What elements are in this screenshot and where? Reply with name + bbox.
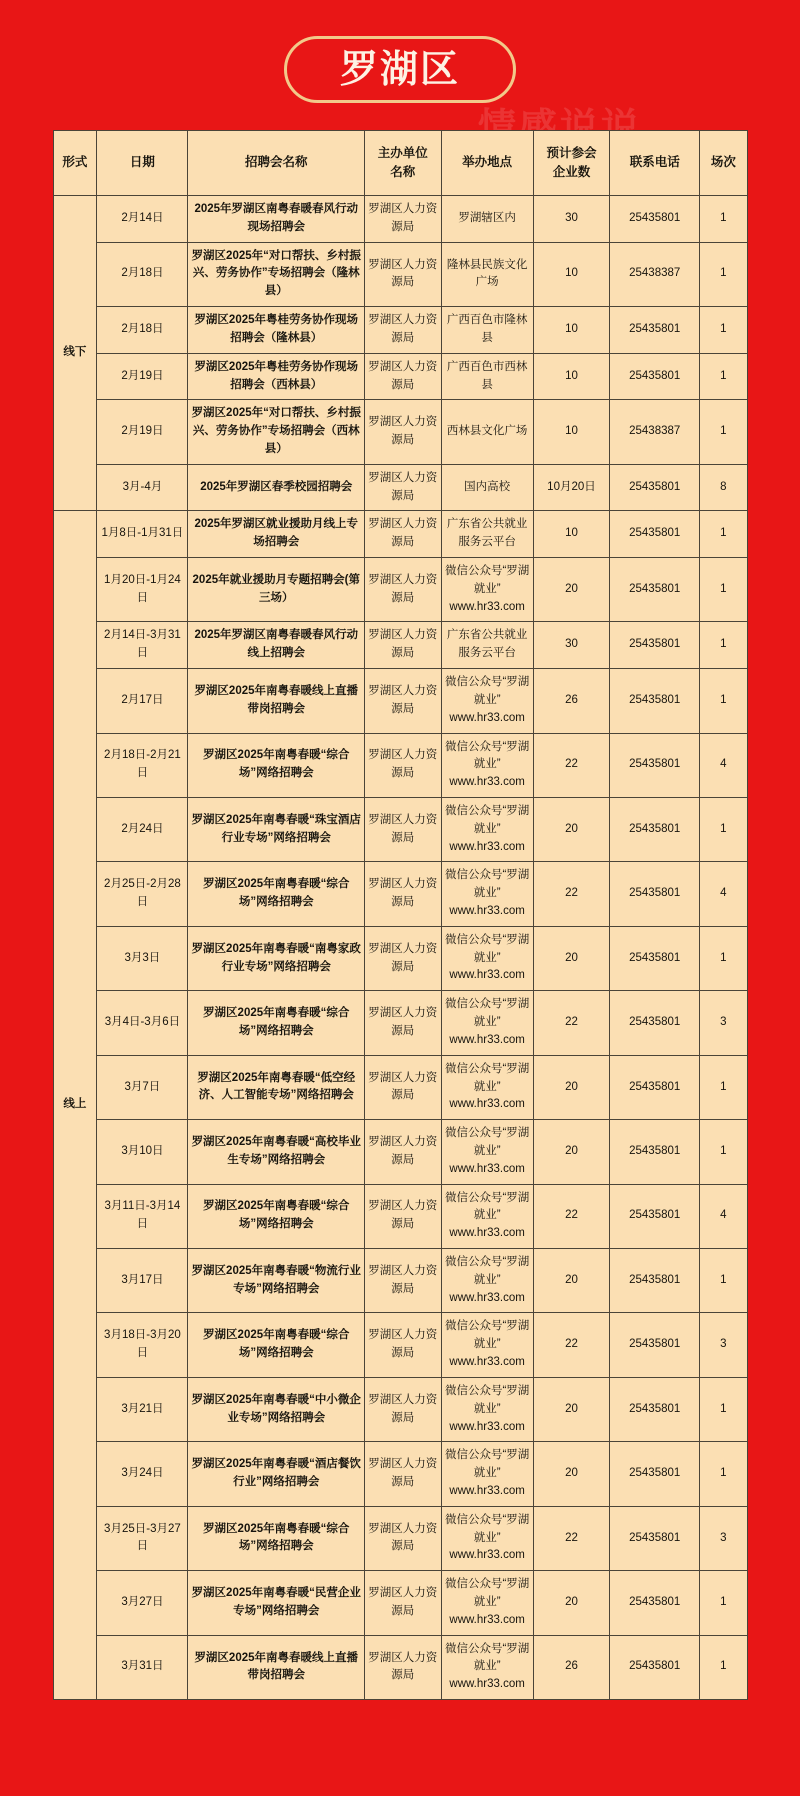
cell-line: 罗湖区2025年南粤春暖“高校毕业生专场”网络招聘会 (191, 1136, 361, 1166)
column-header-date: 日期 (97, 131, 188, 196)
cell-organizer: 罗湖区人力资源局 (365, 1313, 441, 1377)
cell-sessions: 1 (700, 242, 747, 306)
schedule-table-container (53, 130, 748, 1722)
table-header-row (53, 131, 747, 196)
cell-line: www.hr33.com (449, 711, 525, 724)
column-header-company-count (533, 131, 609, 196)
cell-line: www.hr33.com (449, 1098, 525, 1111)
cell-line: 微信公众号“罗湖就业” (444, 1578, 530, 1608)
cell-line: www.hr33.com (449, 905, 525, 917)
cell-date: 2月18日-2月21日 (97, 733, 188, 797)
cell-line: 微信公众号“罗湖就业” (444, 1642, 530, 1673)
cell-fair-name (188, 242, 365, 306)
cell-fair-name (188, 1442, 365, 1506)
cell-sessions: 1 (700, 797, 747, 861)
table-row (53, 862, 747, 926)
cell-line: www.hr33.com (449, 1549, 525, 1562)
table-row (53, 1506, 747, 1570)
column-header-mode: 形式 (53, 131, 97, 196)
cell-venue (441, 353, 533, 400)
column-header-organizer-line2: 名称 (390, 165, 416, 179)
cell-line: www.hr33.com (449, 1356, 525, 1369)
cell-phone: 25435801 (610, 196, 700, 243)
cell-sessions: 1 (700, 622, 747, 669)
table-row (53, 669, 747, 733)
cell-sessions: 4 (700, 862, 747, 926)
table-row (53, 307, 747, 354)
cell-line: 微信公众号“罗湖就业” (444, 1513, 530, 1544)
cell-phone: 25435801 (610, 797, 700, 861)
cell-sessions: 1 (700, 1055, 747, 1119)
cell-line: 微信公众号“罗湖就业” (444, 933, 530, 964)
cell-sessions: 1 (700, 558, 747, 622)
cell-line: www.hr33.com (449, 1033, 525, 1046)
cell-fair-name (188, 353, 365, 400)
cell-line: 罗湖区2025年“对口帮扶、乡村振兴、劳务协作”专场招聘会（隆林县） (191, 249, 361, 298)
cell-line: 罗湖区2025年粤桂劳务协作现场招聘会（西林县） (194, 360, 359, 391)
cell-fair-name (188, 1184, 365, 1248)
table-row (53, 1249, 747, 1313)
cell-date: 3月4日-3月6日 (97, 991, 188, 1055)
page-title: 罗湖区 (339, 48, 460, 91)
cell-sessions: 8 (700, 464, 747, 511)
cell-company-count: 20 (533, 1055, 609, 1119)
cell-fair-name (188, 558, 365, 622)
cell-fair-name (188, 862, 365, 926)
cell-venue (441, 862, 533, 926)
cell-line: 国内高校 (464, 480, 511, 493)
cell-date: 1月20日-1月24日 (97, 558, 188, 622)
column-header-organizer-line1: 主办单位 (377, 145, 428, 160)
cell-venue (441, 1055, 533, 1119)
cell-sessions: 3 (700, 1506, 747, 1570)
cell-line: www.hr33.com (449, 776, 525, 789)
cell-date: 3月27日 (97, 1571, 188, 1635)
cell-line: 微信公众号“罗湖就业” (444, 869, 530, 900)
table-body (53, 196, 747, 1700)
cell-company-count: 22 (533, 991, 609, 1055)
cell-company-count: 10 (533, 242, 609, 306)
cell-sessions: 1 (700, 511, 747, 558)
cell-venue (441, 669, 533, 733)
cell-organizer: 罗湖区人力资源局 (365, 1055, 441, 1119)
cell-sessions: 1 (700, 1442, 747, 1506)
cell-sessions: 1 (700, 669, 747, 733)
cell-company-count: 20 (533, 1571, 609, 1635)
cell-organizer: 罗湖区人力资源局 (365, 242, 441, 306)
table-header (53, 131, 747, 196)
cell-venue (441, 511, 533, 558)
cell-phone: 25435801 (610, 511, 700, 558)
cell-phone: 25435801 (610, 1184, 700, 1248)
cell-company-count: 26 (533, 1635, 609, 1699)
cell-organizer: 罗湖区人力资源局 (365, 797, 441, 861)
cell-phone: 25435801 (610, 733, 700, 797)
cell-venue (441, 1506, 533, 1570)
cell-venue (441, 991, 533, 1055)
cell-fair-name (188, 1377, 365, 1441)
cell-organizer: 罗湖区人力资源局 (365, 1377, 441, 1441)
cell-line: 罗湖区2025年南粤春暖“民营企业专场”网络招聘会 (191, 1587, 361, 1617)
cell-line: www.hr33.com (449, 840, 525, 853)
cell-sessions: 4 (700, 1184, 747, 1248)
cell-sessions: 1 (700, 307, 747, 354)
cell-phone: 25438387 (610, 242, 700, 306)
cell-phone: 25435801 (610, 1571, 700, 1635)
cell-date: 3月17日 (97, 1249, 188, 1313)
cell-phone: 25435801 (610, 1120, 700, 1184)
cell-organizer: 罗湖区人力资源局 (365, 1442, 441, 1506)
cell-date: 2月17日 (97, 669, 188, 733)
column-header-name: 招聘会名称 (188, 131, 365, 196)
cell-line: 罗湖区2025年南粤春暖“物流行业专场”网络招聘会 (191, 1264, 361, 1295)
cell-date: 2月18日 (97, 307, 188, 354)
cell-date: 3月31日 (97, 1635, 188, 1699)
cell-phone: 25435801 (610, 622, 700, 669)
cell-phone: 25435801 (610, 1313, 700, 1377)
cell-date: 3月7日 (97, 1055, 188, 1119)
table-row (53, 1184, 747, 1248)
cell-organizer: 罗湖区人力资源局 (365, 1635, 441, 1699)
cell-date: 3月21日 (97, 1377, 188, 1441)
cell-venue (441, 1184, 533, 1248)
cell-line: 微信公众号“罗湖就业” (444, 998, 530, 1029)
column-header-sessions: 场次 (700, 131, 747, 196)
cell-company-count: 22 (533, 862, 609, 926)
table-row (53, 1442, 747, 1506)
table-row (53, 733, 747, 797)
table-row (53, 353, 747, 400)
cell-line: www.hr33.com (449, 1613, 525, 1626)
cell-sessions: 4 (700, 733, 747, 797)
cell-organizer: 罗湖区人力资源局 (365, 733, 441, 797)
cell-fair-name (188, 1506, 365, 1570)
cell-line: 罗湖区2025年南粤春暖线上直播带岗招聘会 (194, 684, 359, 715)
column-header-venue: 举办地点 (441, 131, 533, 196)
cell-organizer: 罗湖区人力资源局 (365, 669, 441, 733)
cell-fair-name (188, 1120, 365, 1184)
cell-line: www.hr33.com (449, 969, 525, 982)
cell-organizer: 罗湖区人力资源局 (365, 1184, 441, 1248)
cell-fair-name (188, 196, 365, 243)
cell-venue (441, 196, 533, 243)
cell-company-count: 20 (533, 1249, 609, 1313)
cell-organizer: 罗湖区人力资源局 (365, 511, 441, 558)
cell-line: www.hr33.com (449, 1162, 525, 1175)
cell-date: 2月14日 (97, 196, 188, 243)
district-title-badge (284, 36, 516, 103)
cell-company-count: 22 (533, 1506, 609, 1570)
cell-fair-name (188, 797, 365, 861)
cell-line: www.hr33.com (449, 1291, 525, 1304)
cell-date: 3月-4月 (97, 464, 188, 511)
cell-date: 3月11日-3月14日 (97, 1184, 188, 1248)
cell-line: 微信公众号“罗湖就业” (444, 1320, 530, 1351)
cell-date: 2月14日-3月31日 (97, 622, 188, 669)
table-row (53, 622, 747, 669)
cell-organizer: 罗湖区人力资源局 (365, 1120, 441, 1184)
cell-venue (441, 733, 533, 797)
cell-fair-name (188, 1249, 365, 1313)
cell-line: 广东省公共就业服务云平台 (446, 629, 528, 660)
cell-company-count: 20 (533, 797, 609, 861)
table-row (53, 1377, 747, 1441)
cell-company-count: 10 (533, 307, 609, 354)
cell-line: www.hr33.com (449, 1484, 525, 1497)
table-row (53, 558, 747, 622)
cell-organizer: 罗湖区人力资源局 (365, 1249, 441, 1313)
cell-company-count: 20 (533, 558, 609, 622)
cell-line: www.hr33.com (449, 600, 525, 613)
cell-fair-name (188, 669, 365, 733)
cell-fair-name (188, 464, 365, 511)
cell-line: 微信公众号“罗湖就业” (444, 1191, 530, 1222)
cell-sessions: 1 (700, 926, 747, 990)
cell-organizer: 罗湖区人力资源局 (365, 622, 441, 669)
cell-sessions: 1 (700, 400, 747, 464)
cell-phone: 25435801 (610, 1635, 700, 1699)
cell-phone: 25435801 (610, 926, 700, 990)
cell-fair-name (188, 926, 365, 990)
cell-sessions: 1 (700, 196, 747, 243)
cell-line: 罗湖区2025年南粤春暖“综合场”网络招聘会 (203, 749, 350, 780)
cell-phone: 25435801 (610, 353, 700, 400)
cell-company-count: 20 (533, 1120, 609, 1184)
cell-organizer: 罗湖区人力资源局 (365, 1571, 441, 1635)
cell-fair-name (188, 400, 365, 464)
cell-date: 3月25日-3月27日 (97, 1506, 188, 1570)
cell-organizer: 罗湖区人力资源局 (365, 1506, 441, 1570)
cell-venue (441, 1377, 533, 1441)
cell-line: 2025年罗湖区就业援助月线上专场招聘会 (194, 518, 359, 549)
cell-company-count: 22 (533, 1184, 609, 1248)
cell-date: 2月18日 (97, 242, 188, 306)
table-row (53, 1055, 747, 1119)
cell-venue (441, 797, 533, 861)
cell-company-count: 10 (533, 511, 609, 558)
cell-sessions: 3 (700, 1313, 747, 1377)
cell-organizer: 罗湖区人力资源局 (365, 464, 441, 511)
cell-venue (441, 558, 533, 622)
cell-company-count: 20 (533, 1442, 609, 1506)
cell-organizer: 罗湖区人力资源局 (365, 196, 441, 243)
cell-line: 2025年就业援助月专题招聘会(第三场） (192, 573, 360, 604)
cell-organizer: 罗湖区人力资源局 (365, 307, 441, 354)
cell-line: 罗湖区2025年南粤春暖“综合场”网络招聘会 (203, 1522, 350, 1553)
cell-phone: 25435801 (610, 1055, 700, 1119)
cell-line: 罗湖区2025年南粤春暖“中小微企业专场”网络招聘会 (191, 1393, 361, 1424)
cell-line: 微信公众号“罗湖就业” (444, 1449, 530, 1480)
job-fair-schedule-table (53, 130, 748, 1700)
cell-line: 罗湖区2025年南粤春暖“珠宝酒店行业专场”网络招聘会 (191, 813, 361, 844)
cell-sessions: 1 (700, 1635, 747, 1699)
cell-sessions: 1 (700, 1249, 747, 1313)
cell-phone: 25435801 (610, 1249, 700, 1313)
cell-venue (441, 1120, 533, 1184)
cell-venue (441, 1249, 533, 1313)
cell-date: 3月10日 (97, 1120, 188, 1184)
cell-venue (441, 1313, 533, 1377)
cell-venue (441, 926, 533, 990)
cell-line: 广西百色市西林县 (446, 360, 528, 391)
cell-line: www.hr33.com (449, 1227, 525, 1240)
cell-date: 2月24日 (97, 797, 188, 861)
cell-sessions: 1 (700, 353, 747, 400)
cell-organizer: 罗湖区人力资源局 (365, 400, 441, 464)
cell-line: 隆林县民族文化广场 (446, 258, 528, 289)
cell-venue (441, 242, 533, 306)
cell-company-count: 20 (533, 1377, 609, 1441)
cell-line: 微信公众号“罗湖就业” (444, 565, 530, 595)
cell-phone: 25435801 (610, 991, 700, 1055)
cell-phone: 25435801 (610, 1506, 700, 1570)
cell-sessions: 1 (700, 1120, 747, 1184)
cell-date: 2月19日 (97, 400, 188, 464)
cell-line: 罗湖区2025年南粤春暖“综合场”网络招聘会 (203, 1329, 350, 1360)
cell-line: 微信公众号“罗湖就业” (444, 740, 530, 771)
cell-line: 2025年罗湖区南粤春暖春风行动线上招聘会 (194, 629, 359, 660)
cell-organizer: 罗湖区人力资源局 (365, 991, 441, 1055)
cell-line: 罗湖辖区内 (458, 211, 516, 224)
cell-sessions: 1 (700, 1377, 747, 1441)
cell-line: 微信公众号“罗湖就业” (444, 676, 530, 706)
cell-venue (441, 307, 533, 354)
table-row (53, 991, 747, 1055)
table-row (53, 1635, 747, 1699)
cell-line: 微信公众号“罗湖就业” (444, 804, 530, 835)
cell-company-count: 10月20日 (533, 464, 609, 511)
cell-line: 罗湖区2025年“对口帮扶、乡村振兴、劳务协作”专场招聘会（西林县） (191, 407, 361, 455)
cell-line: 广东省公共就业服务云平台 (446, 518, 528, 549)
cell-line: 罗湖区2025年粤桂劳务协作现场招聘会（隆林县） (194, 314, 359, 344)
table-row (53, 464, 747, 511)
cell-fair-name (188, 1055, 365, 1119)
table-row (53, 400, 747, 464)
table-row (53, 926, 747, 990)
cell-company-count: 20 (533, 926, 609, 990)
table-row (53, 1571, 747, 1635)
cell-company-count: 26 (533, 669, 609, 733)
column-header-phone: 联系电话 (610, 131, 700, 196)
watermark-text: 情感说说 (478, 107, 643, 149)
cell-line: 微信公众号“罗湖就业” (444, 1062, 530, 1093)
cell-date: 3月18日-3月20日 (97, 1313, 188, 1377)
cell-company-count: 10 (533, 400, 609, 464)
table-row (53, 196, 747, 243)
mode-label-cell: 线下 (53, 196, 97, 511)
cell-line: 罗湖区2025年南粤春暖“综合场”网络招聘会 (203, 1200, 350, 1231)
cell-line: www.hr33.com (449, 1678, 525, 1691)
cell-venue (441, 622, 533, 669)
cell-line: 罗湖区2025年南粤春暖“低空经济、人工智能专场”网络招聘会 (197, 1071, 356, 1102)
column-header-company-count-line2: 企业数 (552, 165, 591, 179)
cell-venue (441, 400, 533, 464)
column-header-organizer (365, 131, 441, 196)
cell-company-count: 22 (533, 733, 609, 797)
cell-phone: 25435801 (610, 558, 700, 622)
cell-company-count: 30 (533, 196, 609, 243)
page-header (0, 0, 800, 149)
cell-fair-name (188, 307, 365, 354)
table-row (53, 797, 747, 861)
cell-phone: 25435801 (610, 1442, 700, 1506)
cell-fair-name (188, 1313, 365, 1377)
cell-line: 微信公众号“罗湖就业” (444, 1256, 530, 1286)
cell-organizer: 罗湖区人力资源局 (365, 558, 441, 622)
cell-date: 2月19日 (97, 353, 188, 400)
cell-fair-name (188, 622, 365, 669)
cell-venue (441, 464, 533, 511)
cell-sessions: 3 (700, 991, 747, 1055)
cell-venue (441, 1442, 533, 1506)
cell-date: 3月24日 (97, 1442, 188, 1506)
cell-date: 3月3日 (97, 926, 188, 990)
cell-venue (441, 1635, 533, 1699)
cell-fair-name (188, 1571, 365, 1635)
table-row (53, 1120, 747, 1184)
cell-organizer: 罗湖区人力资源局 (365, 926, 441, 990)
cell-line: 罗湖区2025年南粤春暖“南粤家政行业专场”网络招聘会 (191, 942, 361, 973)
cell-line: 2025年罗湖区春季校园招聘会 (200, 480, 353, 493)
cell-venue (441, 1571, 533, 1635)
cell-phone: 25435801 (610, 307, 700, 354)
cell-phone: 25435801 (610, 862, 700, 926)
table-row (53, 242, 747, 306)
column-header-company-count-line1: 预计参会 (546, 145, 597, 160)
cell-phone: 25438387 (610, 400, 700, 464)
cell-line: 微信公众号“罗湖就业” (444, 1384, 530, 1415)
cell-date: 1月8日-1月31日 (97, 511, 188, 558)
cell-line: 罗湖区2025年南粤春暖线上直播带岗招聘会 (194, 1651, 359, 1682)
cell-line: 罗湖区2025年南粤春暖“综合场”网络招聘会 (203, 878, 350, 909)
cell-fair-name (188, 991, 365, 1055)
table-row (53, 1313, 747, 1377)
cell-phone: 25435801 (610, 669, 700, 733)
cell-line: 西林县文化广场 (446, 425, 528, 438)
cell-fair-name (188, 1635, 365, 1699)
cell-date: 2月25日-2月28日 (97, 862, 188, 926)
cell-company-count: 30 (533, 622, 609, 669)
cell-line: 罗湖区2025年南粤春暖“酒店餐饮行业”网络招聘会 (191, 1458, 361, 1489)
cell-organizer: 罗湖区人力资源局 (365, 353, 441, 400)
cell-company-count: 10 (533, 353, 609, 400)
cell-phone: 25435801 (610, 1377, 700, 1441)
cell-line: 2025年罗湖区南粤春暖春风行动现场招聘会 (194, 203, 359, 233)
cell-fair-name (188, 733, 365, 797)
mode-label-cell: 线上 (53, 511, 97, 1700)
cell-sessions: 1 (700, 1571, 747, 1635)
cell-company-count: 22 (533, 1313, 609, 1377)
cell-fair-name (188, 511, 365, 558)
cell-line: www.hr33.com (449, 1420, 525, 1433)
cell-line: 广西百色市隆林县 (446, 314, 528, 344)
table-row (53, 511, 747, 558)
cell-line: 罗湖区2025年南粤春暖“综合场”网络招聘会 (203, 1007, 350, 1037)
cell-line: 微信公众号“罗湖就业” (444, 1127, 530, 1157)
cell-organizer: 罗湖区人力资源局 (365, 862, 441, 926)
cell-phone: 25435801 (610, 464, 700, 511)
